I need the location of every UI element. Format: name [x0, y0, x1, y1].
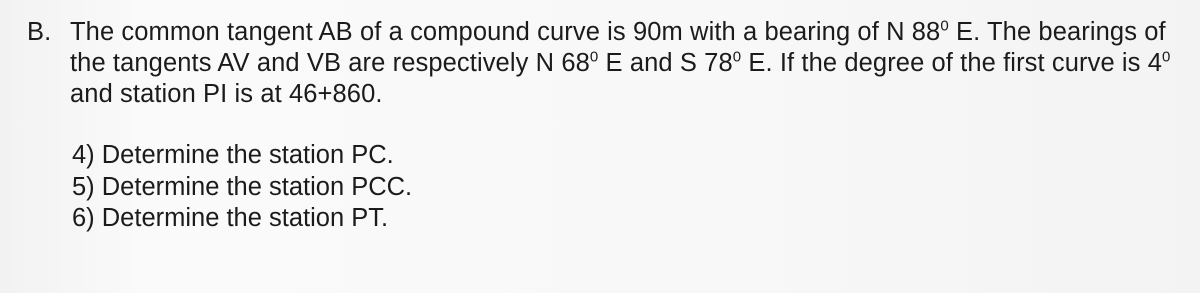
question-item: 4) Determine the station PC.	[72, 141, 394, 169]
problem-text-part: degree of the first curve is 4	[844, 49, 1162, 77]
problem-text	[70, 17, 1187, 110]
question-list	[72, 140, 412, 235]
problem-text-part: and station PI is at 46+860.	[70, 80, 383, 108]
question-item: 5) Determine the station PCC.	[72, 172, 413, 201]
problem-text-part: E. If the	[741, 49, 838, 77]
problem-text-part: bearings of the tangents AV and VB are respectively N 68	[70, 18, 1166, 77]
question-item: 6) Determine the station PT.	[72, 204, 389, 232]
problem-statement	[27, 17, 1187, 110]
degree-superscript: 0	[589, 48, 599, 66]
problem-text-part: The common tangent AB of a compound curve is 90m with a bearing of N 88	[70, 18, 941, 46]
problem-text-part: E. The	[948, 18, 1032, 46]
degree-superscript: 0	[732, 48, 742, 66]
degree-superscript: 0	[1162, 48, 1171, 66]
problem-text-part: E and S 78	[598, 49, 733, 77]
problem-row	[27, 17, 1187, 110]
problem-label: B.	[27, 18, 52, 46]
degree-superscript: 0	[940, 17, 949, 35]
